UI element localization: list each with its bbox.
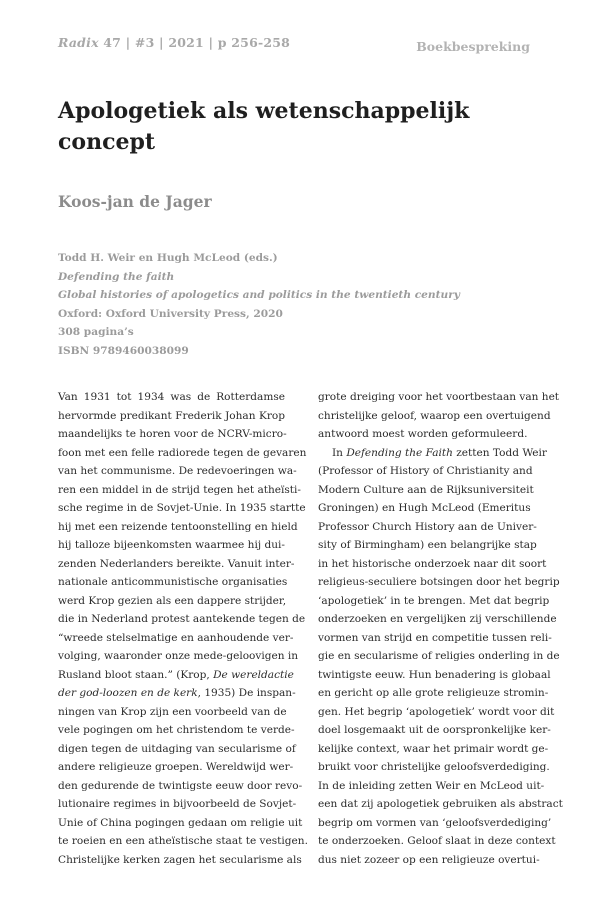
body-line: den gedurende de twintigste eeuw door revo- [58,779,303,792]
body-line-text: , 1935) De inspan- [197,687,296,699]
book-details [58,249,538,360]
body-line: een dat zij apologetiek gebruiken als abstract [318,798,563,810]
body-line: bruikt voor christelijke geloofsverdediging. [318,761,550,773]
book-title: Defending the faith [58,270,175,283]
body-column-right [318,388,563,869]
body-line: ningen van Krop zijn een voorbeeld van de [58,705,287,718]
body-line: vele pogingen om het christendom te verde- [58,724,295,736]
running-header [58,35,530,55]
body-line: ren een middel in de strijd tegen het atheïsti- [58,483,301,496]
body-line: religieus-seculiere botsingen door het begrip [318,576,560,588]
body-line: grote dreiging voor het voortbestaan van het [318,391,560,403]
article-title-line-1: Apologetiek als wetenschappelijk [58,98,470,124]
body-line: nationale anticommunistische organisaties [58,576,288,588]
book-isbn: ISBN 9789460038099 [58,344,189,357]
body-line: die in Nederland protest aantekende tegen de [58,613,306,625]
body-line: dus niet zozeer op een religieuze overtui- [318,853,540,866]
section-label: Boekbespreking [416,39,530,54]
body-line: doel losgemaakt uit de oorspronkelijke ker- [318,724,551,736]
cited-work-title: Defending the Faith [346,446,453,459]
body-line: gie en secularisme of religies onderling in de [318,650,560,662]
body-column-left [58,388,308,869]
body-line: te onderzoeken. Geloof slaat in deze context [318,835,556,847]
body-line [58,684,296,703]
body-line: maandelijks te horen voor de NCRV-micro- [58,428,287,440]
book-publisher: Oxford: Oxford University Press, 2020 [58,307,283,320]
body-line: Christelijke kerken zagen het secularisme als [58,853,302,866]
body-line: van het communisme. De redevoeringen wa- [58,465,297,477]
body-line: begrip om vormen van ‘geloofsverdediging’ [318,816,552,829]
body-line: antwoord moest worden geformuleerd. [318,428,528,440]
book-editors: Todd H. Weir en Hugh McLeod (eds.) [58,252,278,264]
body-line: In de inleiding zetten Weir en McLeod uit- [318,779,545,792]
book-pages: 308 pagina’s [58,326,134,338]
body-line: en gericht op alle grote religieuze stromin- [318,687,549,699]
body-line: digen tegen de uitdaging van secularisme of [58,742,296,755]
body-line-text: Rusland bloot staan.” (Krop, [58,668,214,681]
journal-name: Radix [58,35,99,50]
cited-work-title: De wereldactie [213,668,294,681]
body-line-text: In [332,446,347,459]
journal-issue-pages: 47 | #3 | 2021 | p 256-258 [98,35,291,50]
body-line: vormen van strijd en competitie tussen reli- [318,631,552,644]
body-line: onderzoeken en vergelijken zij verschillende [318,613,557,625]
body-line: volging, waaronder onze mede-geloovigen in [58,650,299,662]
body-line: Modern Culture aan de Rijksuniversiteit [318,483,534,496]
body-line: lutionaire regimes in bijvoorbeeld de Sovjet- [58,798,297,810]
body-line: sity of Birmingham) een belangrijke stap [318,539,537,551]
article-title-line-2: concept [58,129,156,155]
journal-citation [58,35,290,50]
body-line: te roeien en een atheïstische staat te vestigen. [58,835,308,847]
body-line: “wreede stelselmatige en aanhoudende ver- [58,631,294,644]
article-title [58,96,478,158]
body-line [58,666,294,685]
body-line: gen. Het begrip ‘apologetiek’ wordt voor dit [318,705,555,718]
body-line [318,444,547,463]
body-line: Unie of China pogingen gedaan om religie uit [58,816,303,829]
body-line: in het historische onderzoek naar dit soort [318,557,547,570]
body-line: hervormde predikant Frederik Johan Krop [58,409,285,422]
body-line: werd Krop gezien als een dappere strijder, [58,594,287,607]
body-line: kelijke context, waar het primair wordt ge- [318,742,549,755]
body-line: hij talloze bijeenkomsten waarmee hij dui- [58,539,285,551]
body-line: Professor Church History aan de Univer- [318,520,537,533]
body-line: foon met een felle radiorede tegen de gevaren [58,446,307,459]
body-line: andere religieuze groepen. Wereldwijd wer- [58,761,294,773]
body-line: Van 1931 tot 1934 was de Rotterdamse [58,391,285,403]
body-line: ‘apologetiek’ in te brengen. Met dat begrip [318,594,550,607]
body-line: sche regime in de Sovjet-Unie. In 1935 startte [58,502,306,514]
body-line: Groningen) en Hugh McLeod (Emeritus [318,502,531,514]
cited-work-title: der god-loozen en de kerk [58,687,198,699]
book-subtitle: Global histories of apologetics and politics in the twentieth century [58,289,460,301]
article-author: Koos-jan de Jager [58,192,212,211]
body-line-text: zetten Todd Weir [452,446,547,459]
body-line: twintigste eeuw. Hun benadering is globaal [318,668,551,681]
body-line: zenden Nederlanders bereikte. Vanuit inter- [58,557,295,570]
body-line: christelijke geloof, waarop een overtuigend [318,409,551,422]
body-line: hij met een reizende tentoonstelling en hield [58,520,298,533]
body-line: (Professor of History of Christianity and [318,465,533,477]
